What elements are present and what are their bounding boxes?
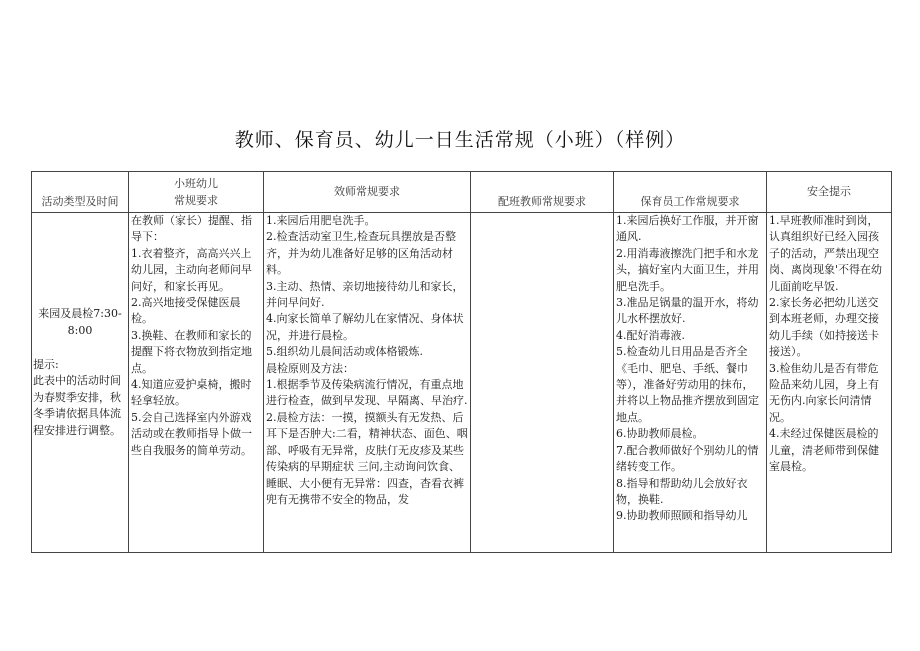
- child-req-item: 在教师（家长）提醒、指导下：: [131, 214, 252, 244]
- header-child-line2: 常规要求: [174, 194, 218, 207]
- assistant-requirements-cell: [471, 213, 614, 553]
- page-title: 教师、保育员、幼儿一日生活常规（小班）（样例）: [234, 129, 686, 151]
- caregiver-req-item: 8.指导和帮助幼儿会放好衣物，换鞋.: [616, 476, 748, 506]
- child-req-item: 3.换鞋、在教师和家长的提醒下将衣物放到指定地点。: [131, 328, 252, 375]
- caregiver-req-item: 2.用消毒液擦洗门把手和水龙头，搞好室内大面卫生，并用肥皂洗手。: [616, 246, 759, 293]
- teacher-req-item: 3.主动、热情、亲切地接待幼儿和家长，并问早问好.: [266, 279, 464, 310]
- header-assistant-label: 配班教师常规要求: [498, 194, 586, 208]
- teacher-req-item: 1.来园后用肥皂洗手。: [266, 214, 376, 227]
- caregiver-req-item: 9.协助教师照顾和指导幼儿: [616, 509, 748, 523]
- caregiver-req-item: 7.配合教师做好个别幼儿的情绪转变工作。: [616, 443, 759, 474]
- table-row: [32, 213, 892, 553]
- caregiver-req-item: 6.协助教师晨检。: [616, 427, 704, 441]
- safety-item: 2.家长务必把幼儿送交到本班老师，办理交接幼儿手续（如持接送卡接送）。: [769, 296, 879, 359]
- teacher-req-item: 1.根据季节及传染病流行情况，有重点地进行检查，做到早发现、早隔离、早治疗.: [266, 378, 468, 408]
- caregiver-req-item: 4.配好消毒液.: [616, 328, 685, 342]
- header-safety: [767, 172, 892, 213]
- routine-table: [31, 171, 892, 553]
- child-req-item: 5.会自己选择室内外游戏活动或在教师指导卜做一些自我服务的简单劳动。: [131, 410, 252, 457]
- header-activity-label: 活动类型及时间: [41, 194, 119, 208]
- child-req-item: 2.高兴地接受保健医晨检。: [131, 296, 241, 326]
- caregiver-req-item: 1.来园后换好工作服，并开窗通风.: [616, 214, 759, 244]
- teacher-req-item: 5.组织幼儿晨间活动或体格锻炼.: [266, 345, 423, 359]
- teacher-req-item: 2.晨检方法：一摸，摸额头有无发热、后耳下是否肿大:二看，精神状态、面色、咽部、呼吸有无异常，皮肤仃无皮疹及某些传染病的早期症状 三问,主动询问饮食、睡眠、大小便有无异常：四查，杳看衣裤兜有无携带不安全的物品，发: [266, 410, 468, 506]
- activity-cell: [32, 213, 129, 553]
- header-child-line1: 小班幼儿: [174, 177, 218, 190]
- header-teacher-label: 效师常规要求: [334, 184, 400, 198]
- safety-item: 4.未经过保健医晨检的儿童，清老师带到保健室晨检。: [769, 427, 879, 474]
- header-child: [129, 172, 264, 213]
- child-req-item: 4.知道应爱护桌椅，搬时轻拿轻放。: [131, 378, 252, 408]
- header-activity: [32, 172, 129, 213]
- teacher-req-item: 2.检查活动室卫生,检查玩具摆放是否整齐，并为幼儿准备好足够的区角活动材料。: [266, 230, 456, 277]
- caregiver-req-item: 3.准品足锅量的温开水，将幼儿水杯摆放好.: [616, 296, 759, 326]
- child-req-item: 1.衣着整齐，高高兴兴上幼儿园，主动向老师问早问好，和家长再见。: [131, 246, 252, 293]
- header-caregiver: [614, 172, 767, 213]
- child-requirements-cell: [129, 213, 264, 553]
- teacher-req-item: 晨检原则及方法：: [266, 361, 354, 375]
- safety-cell: [767, 213, 892, 553]
- tip-text: 此表中的活动时间为春熨季安排，秋冬季请依据具体流程安排进行调整。: [33, 374, 121, 437]
- header-teacher: [264, 172, 471, 213]
- activity-time-line2: 8:00: [67, 324, 93, 337]
- caregiver-req-item: 5.检查幼儿日用品是否齐全《毛巾、肥皂、手纸、餐巾等），准备好劳动用的抹布，并将以上物品推齐摆放到固定地点。: [616, 345, 759, 424]
- header-caregiver-label: 保育员工作常规要求: [640, 194, 740, 208]
- safety-item: 3.检隹幼儿是否有带危险品来幼儿园，身上有无伤内.向家长问清情况。: [769, 361, 879, 424]
- tip-label: 提示:: [33, 358, 59, 371]
- teacher-requirements-cell: [264, 213, 471, 553]
- header-assistant: [471, 172, 614, 213]
- activity-time-line1: 来园及晨检7:30-: [38, 307, 122, 320]
- header-safety-label: 安全提示: [807, 184, 851, 198]
- caregiver-requirements-cell: [614, 213, 767, 553]
- table-header-row: [32, 172, 892, 213]
- teacher-req-item: 4.向家长简单了解幼儿在家情况、身体状况，并进行晨检。: [266, 312, 464, 342]
- safety-item: 1.早班教师准时到岗，认真组织好已经入园孩子的活动，严禁出现空岗、离岗现象'不得在幼儿面前吃早饭.: [769, 214, 883, 293]
